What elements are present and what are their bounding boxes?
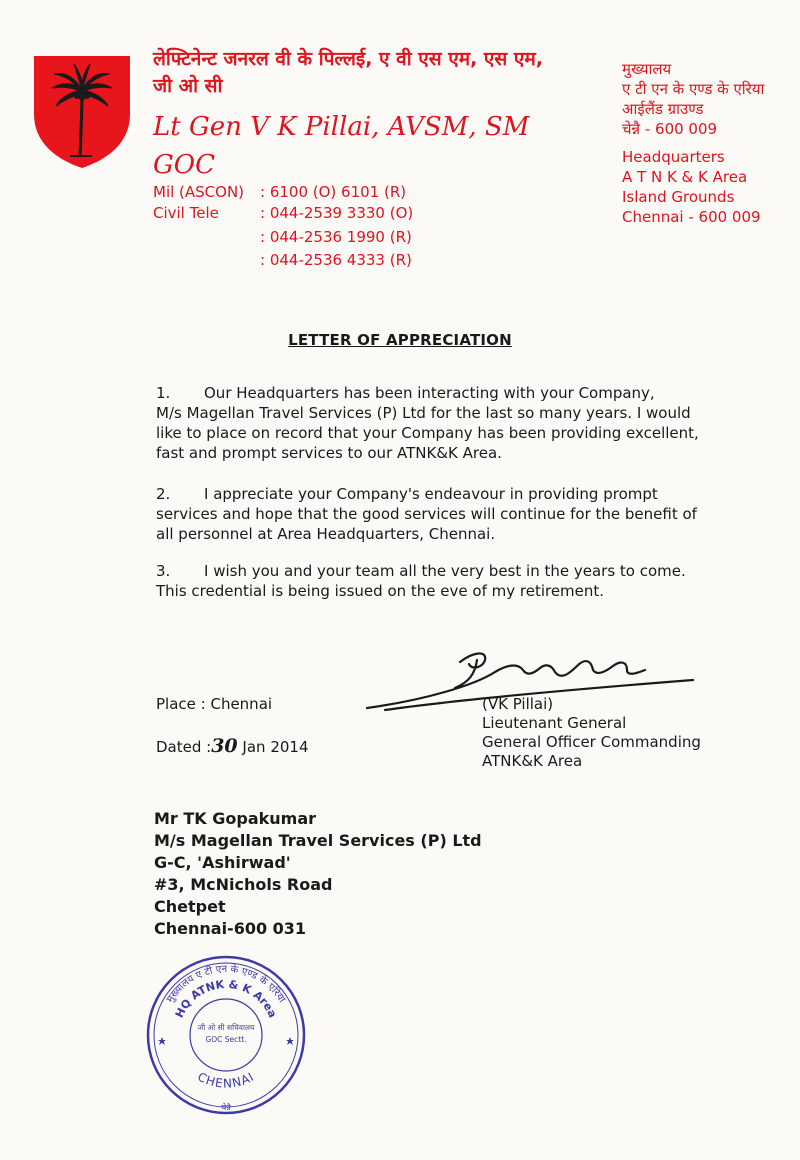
paragraph-line: services and hope that the good services will continue for the benefit of (156, 505, 697, 523)
signatory-line: (VK Pillai) (482, 695, 554, 713)
seal-inner-text: HQ ATNK & K Area (172, 977, 280, 1020)
place-line: Place : Chennai (156, 695, 273, 713)
paragraph-number: 3. (156, 562, 171, 580)
seal-bottom-text: CHENNAI (195, 1069, 257, 1091)
seal-bottom-hindi: चेन्नै (221, 1103, 231, 1112)
svg-text:CHENNAI (195, 1070, 257, 1091)
paragraph-line: I wish you and your team all the very best in the years to come. (204, 562, 686, 580)
official-seal-stamp (141, 950, 311, 1120)
recipient-line: Chetpet (154, 897, 226, 916)
paragraph-number: 1. (156, 384, 171, 402)
contact-value: : 044-2539 3330 (O) (260, 204, 414, 222)
hq-hindi-line: आईलैंड ग्राउण्ड (622, 100, 704, 118)
recipient-line: M/s Magellan Travel Services (P) Ltd (154, 831, 482, 850)
signatory-block (482, 695, 701, 771)
dated-line (156, 735, 309, 757)
contact-line (153, 182, 406, 203)
hindi-officer-name (153, 46, 573, 100)
hq-address-block (622, 59, 792, 227)
hindi-name-line-1: लेफ्टिनेन्ट जनरल वी के पिल्लई, ए वी एस एम, एस एम, (153, 48, 543, 70)
contact-value: : 044-2536 4333 (R) (260, 251, 412, 269)
paragraph-line: Our Headquarters has been interacting with your Company, (204, 384, 655, 402)
signatory-line: General Officer Commanding (482, 733, 701, 751)
paragraph-line: like to place on record that your Company has been providing excellent, (156, 424, 699, 442)
dated-label: Dated : (156, 738, 212, 756)
hq-english-line: Island Grounds (622, 188, 735, 206)
contact-value: : 6100 (O) 6101 (R) (260, 183, 407, 201)
paragraph-3 (156, 561, 768, 601)
dated-rest: Jan 2014 (237, 738, 309, 756)
seal-outer-text: मुख्यालय ए टी एन के एण्ड के एरिया (164, 963, 288, 1005)
hq-english-line: A T N K & K Area (622, 168, 748, 186)
contact-label: Mil (ASCON) (153, 183, 245, 201)
seal-star-icon (286, 1037, 294, 1045)
script-name-line-1: Lt Gen V K Pillai, AVSM, SM (153, 112, 530, 142)
contact-value: : 044-2536 1990 (R) (260, 228, 412, 246)
signatory-line: ATNK&K Area (482, 752, 583, 770)
letter-title: LETTER OF APPRECIATION (288, 331, 512, 349)
dated-day: 30 (211, 735, 238, 757)
recipient-address (154, 808, 482, 940)
paragraph-line: all personnel at Area Headquarters, Chennai. (156, 525, 496, 543)
army-emblem-icon (30, 52, 134, 170)
recipient-line: Chennai-600 031 (154, 919, 307, 938)
hq-english-line: Chennai - 600 009 (622, 208, 761, 226)
hq-english-line: Headquarters (622, 148, 725, 166)
seal-star-icon (158, 1037, 166, 1045)
paragraph-number: 2. (156, 485, 171, 503)
hq-hindi-line: ए टी एन के एण्ड के एरिया (622, 80, 765, 98)
script-name-line-2: GOC (153, 150, 215, 180)
hindi-name-line-2: जी ओ सी (153, 75, 223, 97)
seal-center-text: GOC Sectt. (205, 1035, 247, 1044)
paragraph-1 (156, 383, 768, 463)
contact-label: Civil Tele (153, 204, 219, 222)
paragraph-line: M/s Magellan Travel Services (P) Ltd for the last so many years. I would (156, 404, 691, 422)
signatory-line: Lieutenant General (482, 714, 627, 732)
contact-line (153, 250, 412, 271)
paragraph-line: I appreciate your Company's endeavour in providing prompt (204, 485, 658, 503)
hq-hindi-line: मुख्यालय (622, 60, 672, 78)
recipient-line: #3, McNichols Road (154, 875, 333, 894)
paragraph-2 (156, 484, 768, 544)
seal-center-hindi: जी ओ सी सचिवालय (197, 1023, 255, 1032)
paragraph-line: This credential is being issued on the eve of my retirement. (156, 582, 605, 600)
script-officer-name (153, 108, 573, 184)
hq-hindi-line: चेन्नै - 600 009 (622, 120, 718, 138)
contact-line (153, 203, 413, 224)
recipient-line: G-C, 'Ashirwad' (154, 853, 291, 872)
recipient-line: Mr TK Gopakumar (154, 809, 317, 828)
paragraph-line: fast and prompt services to our ATNK&K Area. (156, 444, 502, 462)
contact-line (153, 227, 412, 248)
